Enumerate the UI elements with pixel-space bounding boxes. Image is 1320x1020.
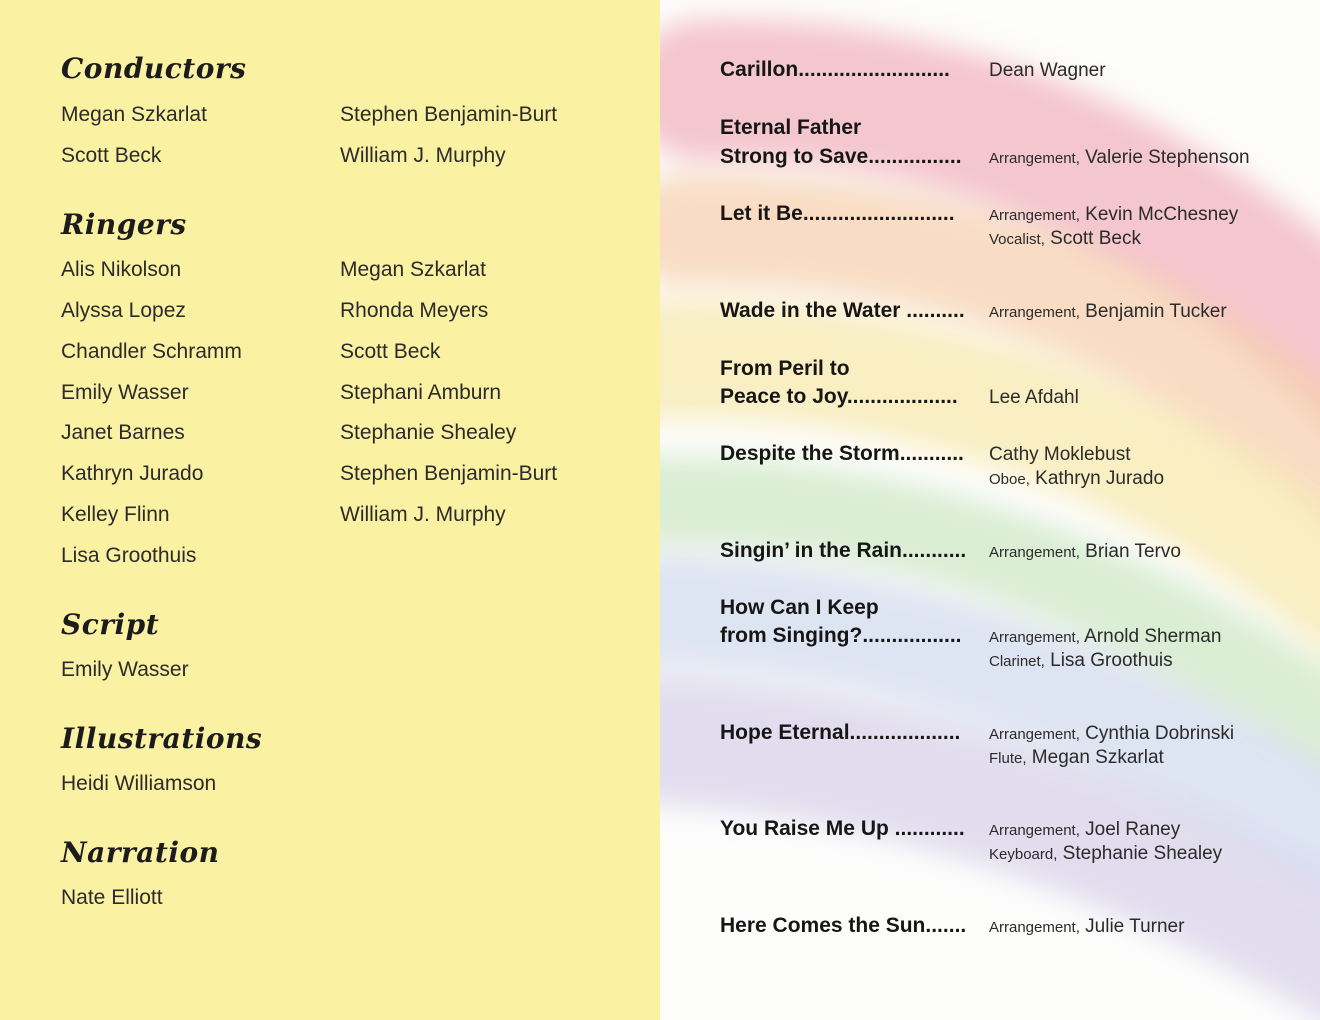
song-title: Hope Eternal...................	[720, 721, 961, 744]
song-credit: Arrangement, Cynthia Dobrinski	[989, 723, 1235, 744]
song-title: Despite the Storm...........	[720, 442, 964, 465]
conductors-heading: Conductors	[61, 52, 247, 85]
ringer-name: Stephanie Shealey	[340, 421, 517, 444]
song-credit: Arrangement, Arnold Sherman	[989, 626, 1222, 647]
song-credit: Arrangement, Brian Tervo	[989, 541, 1181, 562]
ringer-name: Rhonda Meyers	[340, 299, 489, 322]
ringer-name: Janet Barnes	[61, 421, 185, 444]
ringer-name: William J. Murphy	[340, 503, 506, 526]
narration-name: Nate Elliott	[61, 886, 163, 909]
script-name: Emily Wasser	[61, 658, 189, 681]
song-credit: Clarinet, Lisa Groothuis	[989, 650, 1173, 671]
song-title-line1: Eternal Father	[720, 116, 862, 139]
illustrations-heading: Illustrations	[61, 722, 263, 755]
song-title: Singin’ in the Rain...........	[720, 539, 967, 562]
song-credit: Cathy Moklebust	[989, 444, 1131, 465]
song-credit: Arrangement, Joel Raney	[989, 819, 1181, 840]
song-credit: Lee Afdahl	[989, 387, 1079, 408]
song-credit: Oboe, Kathryn Jurado	[989, 468, 1165, 489]
script-heading: Script	[61, 608, 160, 641]
conductor-name: Scott Beck	[61, 144, 162, 167]
song-title: Here Comes the Sun.......	[720, 914, 967, 937]
song-credit: Arrangement, Benjamin Tucker	[989, 301, 1227, 322]
song-credit: Dean Wagner	[989, 60, 1106, 81]
conductor-name: Megan Szkarlat	[61, 103, 207, 126]
ringers-heading: Ringers	[61, 208, 187, 241]
song-credit: Arrangement, Julie Turner	[989, 916, 1185, 937]
song-title: You Raise Me Up ............	[720, 817, 965, 840]
song-title: from Singing?.................	[720, 624, 962, 647]
song-title: Wade in the Water ..........	[720, 299, 965, 322]
conductor-name: Stephen Benjamin-Burt	[340, 103, 558, 126]
ringer-name: Kelley Flinn	[61, 503, 170, 526]
ringer-name: Alis Nikolson	[61, 258, 182, 281]
ringer-name: Alyssa Lopez	[61, 299, 186, 322]
ringer-name: Lisa Groothuis	[61, 544, 197, 567]
song-credit: Vocalist, Scott Beck	[989, 228, 1141, 249]
song-title: Strong to Save................	[720, 145, 962, 168]
song-title-line1: From Peril to	[720, 357, 850, 380]
song-title-line1: How Can I Keep	[720, 596, 879, 619]
ringer-name: Stephen Benjamin-Burt	[340, 462, 558, 485]
ringer-name: Scott Beck	[340, 340, 441, 363]
ringer-name: Chandler Schramm	[61, 340, 242, 363]
illustrations-name: Heidi Williamson	[61, 772, 217, 795]
ringer-name: Kathryn Jurado	[61, 462, 204, 485]
song-credit: Arrangement, Valerie Stephenson	[989, 147, 1250, 168]
ringer-name: Emily Wasser	[61, 381, 189, 404]
song-title: Peace to Joy...................	[720, 385, 958, 408]
song-credit: Arrangement, Kevin McChesney	[989, 204, 1239, 225]
conductor-name: William J. Murphy	[340, 144, 506, 167]
ringer-name: Megan Szkarlat	[340, 258, 486, 281]
song-title: Carillon..........................	[720, 58, 950, 81]
song-title: Let it Be..........................	[720, 202, 955, 225]
song-credit: Keyboard, Stephanie Shealey	[989, 843, 1223, 864]
song-credit: Flute, Megan Szkarlat	[989, 747, 1164, 768]
narration-heading: Narration	[61, 836, 220, 869]
ringer-name: Stephani Amburn	[340, 381, 502, 404]
